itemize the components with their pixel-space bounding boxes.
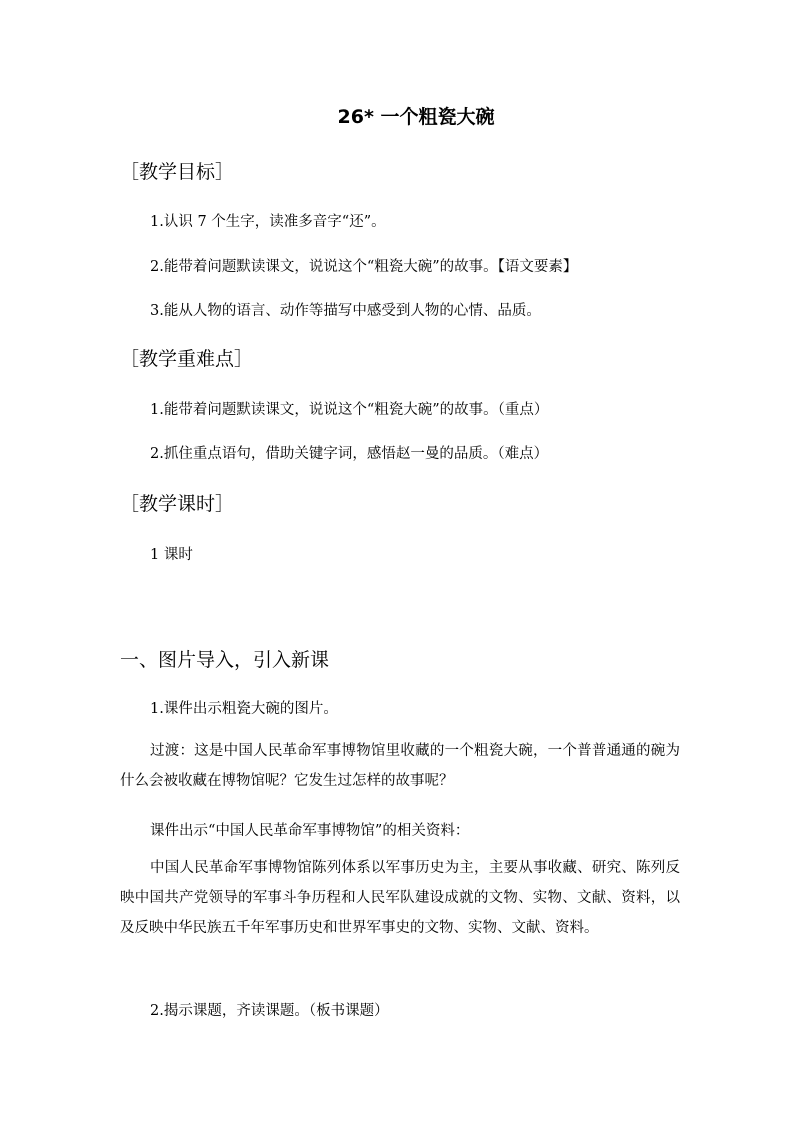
lesson-title: 26* 一个粗瓷大碗 bbox=[337, 106, 495, 128]
transition-paragraph: 过渡：这是中国人民革命军事博物馆里收藏的一个粗瓷大碗，一个普普通通的碗为什么会被收藏在博物馆呢？它发生过怎样的故事呢？ bbox=[120, 743, 680, 789]
key-point-item-2: 2.抓住重点语句，借助关键字词，感悟赵一曼的品质。（难点） bbox=[150, 446, 549, 462]
part1-step-2: 2.揭示课题，齐读课题。（板书课题） bbox=[150, 1003, 389, 1019]
section-heading-class-hours: ［教学课时］ bbox=[120, 493, 235, 515]
museum-material-paragraph: 中国人民革命军事博物馆陈列体系以军事历史为主，主要从事收藏、研究、陈列反映中国共产党领导的军事斗争历程和人民军队建设成就的文物、实物、文献、资料，以及反映中华民族五千年军事历史和世界军事史的文物、实物、文献、资料。 bbox=[120, 860, 680, 936]
part1-heading: 一、图片导入，引入新课 bbox=[120, 649, 330, 671]
show-material-paragraph: 课件出示“中国人民革命军事博物馆”的相关资料： bbox=[150, 823, 470, 839]
goal-item-2: 2.能带着问题默读课文，说说这个“粗瓷大碗”的故事。【语文要素】 bbox=[150, 259, 578, 275]
goal-item-1: 1.认识 7 个生字，读准多音字“还”。 bbox=[150, 214, 386, 230]
goal-item-3: 3.能从人物的语言、动作等描写中感受到人物的心情、品质。 bbox=[150, 303, 541, 319]
section-heading-teaching-goals: ［教学目标］ bbox=[120, 161, 235, 183]
section-heading-key-points: ［教学重难点］ bbox=[120, 348, 254, 370]
key-point-item-1: 1.能带着问题默读课文，说说这个“粗瓷大碗”的故事。（重点） bbox=[150, 402, 549, 418]
part1-step-1: 1.课件出示粗瓷大碗的图片。 bbox=[150, 701, 338, 717]
class-hours-value: 1 课时 bbox=[150, 547, 193, 563]
